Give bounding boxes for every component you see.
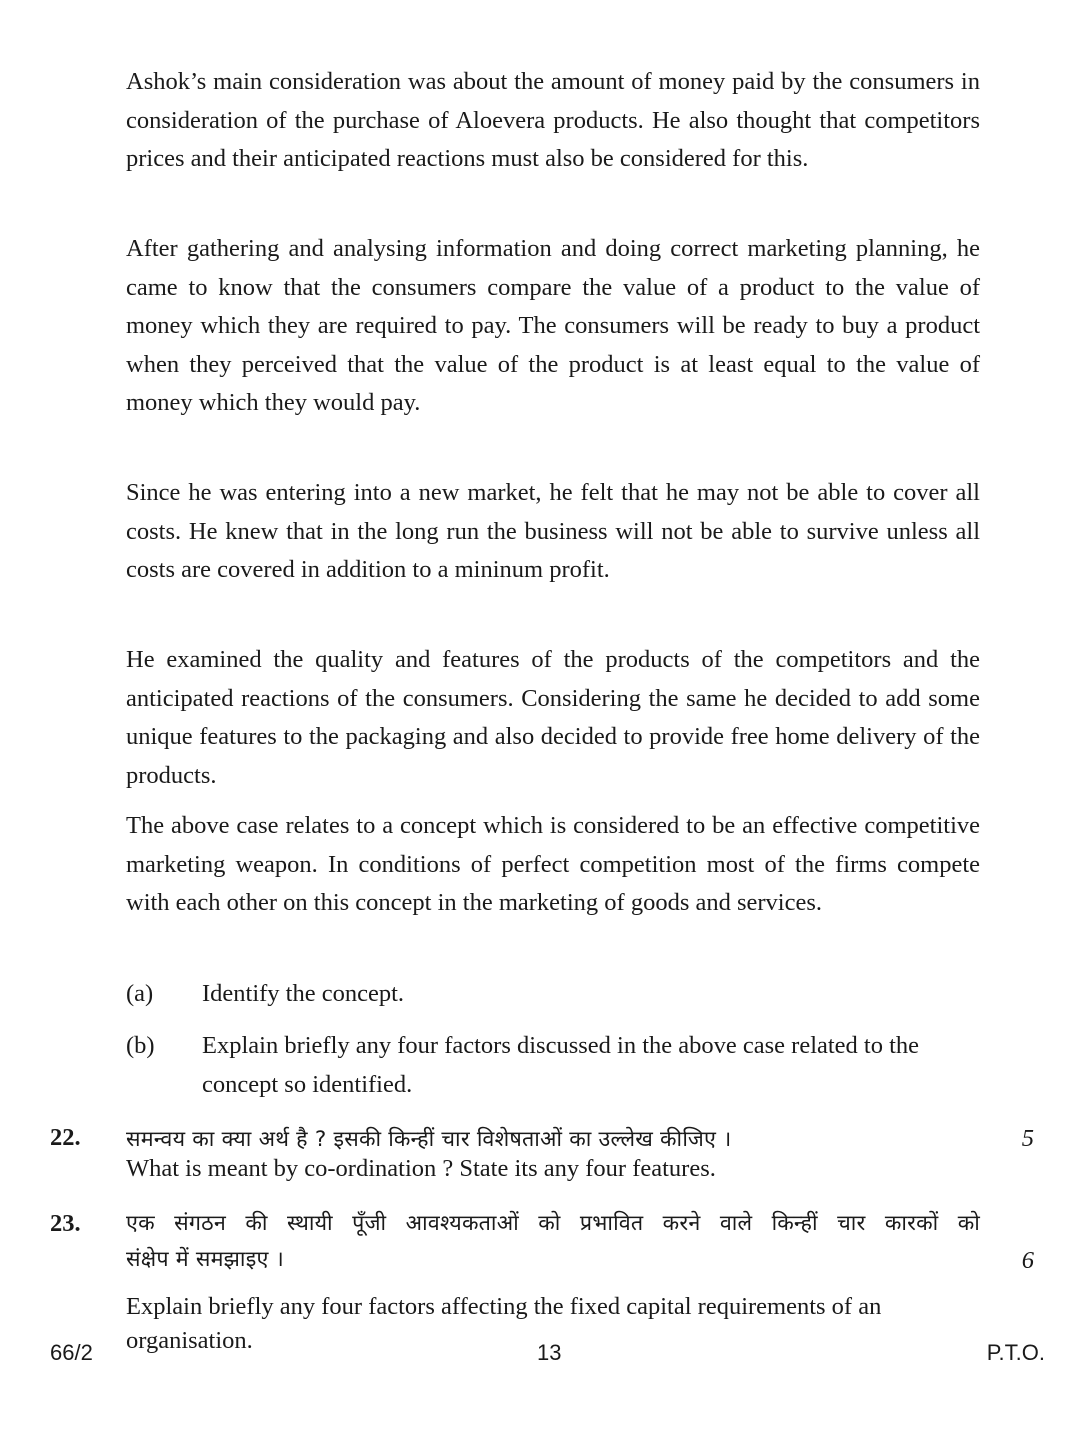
sub-question-text: Explain briefly any four factors discussed in the above case related to the concept so identified. <box>202 1032 920 1098</box>
sub-question-text: Identify the concept. <box>202 980 405 1007</box>
page-number: 13 <box>537 1340 562 1365</box>
question-23-hindi-line-2: संक्षेप में समझाइए । <box>126 1247 284 1272</box>
question-23-hindi-line-1: एक संगठन की स्थायी पूँजी आवश्यकताओं को प्रभावित करने वाले किन्हीं चार कारकों को <box>126 1211 980 1236</box>
case-paragraph-1: Ashok’s main consideration was about the amount of money paid by the consumers in consideration of the purchase of Aloevera products. He also thought that competitors prices and their anticipated reactions must also be considered for this. <box>126 68 980 172</box>
sub-question-label: (b) <box>126 1032 155 1059</box>
question-22-hindi: समन्वय का क्या अर्थ है ? इसकी किन्हीं चार विशेषताओं का उल्लेख कीजिए । <box>126 1127 732 1152</box>
pto-label: P.T.O. <box>986 1340 1045 1365</box>
question-23-number: 23. <box>50 1210 81 1237</box>
question-23-english: Explain briefly any four factors affecting the fixed capital requirements of an organisation. <box>126 1293 882 1354</box>
question-22-english: What is meant by co-ordination ? State its any four features. <box>126 1155 716 1182</box>
sub-question-label: (a) <box>126 980 154 1007</box>
question-22-number: 22. <box>50 1124 81 1151</box>
case-paragraph-3: Since he was entering into a new market, he felt that he may not be able to cover all costs. He knew that in the long run the business will not be able to survive unless all costs are covered in addition to a mininum profit. <box>126 479 980 583</box>
case-paragraph-4: He examined the quality and features of the products of the competitors and the anticipated reactions of the consumers. Considering the same he decided to add some unique features to the packaging and also decided to provide free home delivery of the products. <box>126 646 980 789</box>
question-22-marks: 5 <box>1021 1125 1034 1152</box>
case-paragraph-5: The above case relates to a concept which is considered to be an effective competitive marketing weapon. In conditions of perfect competition most of the firms compete with each other on this concept in the marketing of goods and services. <box>126 812 980 916</box>
case-paragraph-2: After gathering and analysing information and doing correct marketing planning, he came to know that the consumers compare the value of a product to the value of money which they are required to pay. The consumers will be ready to buy a product when they perceived that the value of the product is at least equal to the value of money which they would pay. <box>126 235 980 416</box>
question-23-marks: 6 <box>1021 1247 1034 1274</box>
paper-code: 66/2 <box>50 1340 93 1365</box>
